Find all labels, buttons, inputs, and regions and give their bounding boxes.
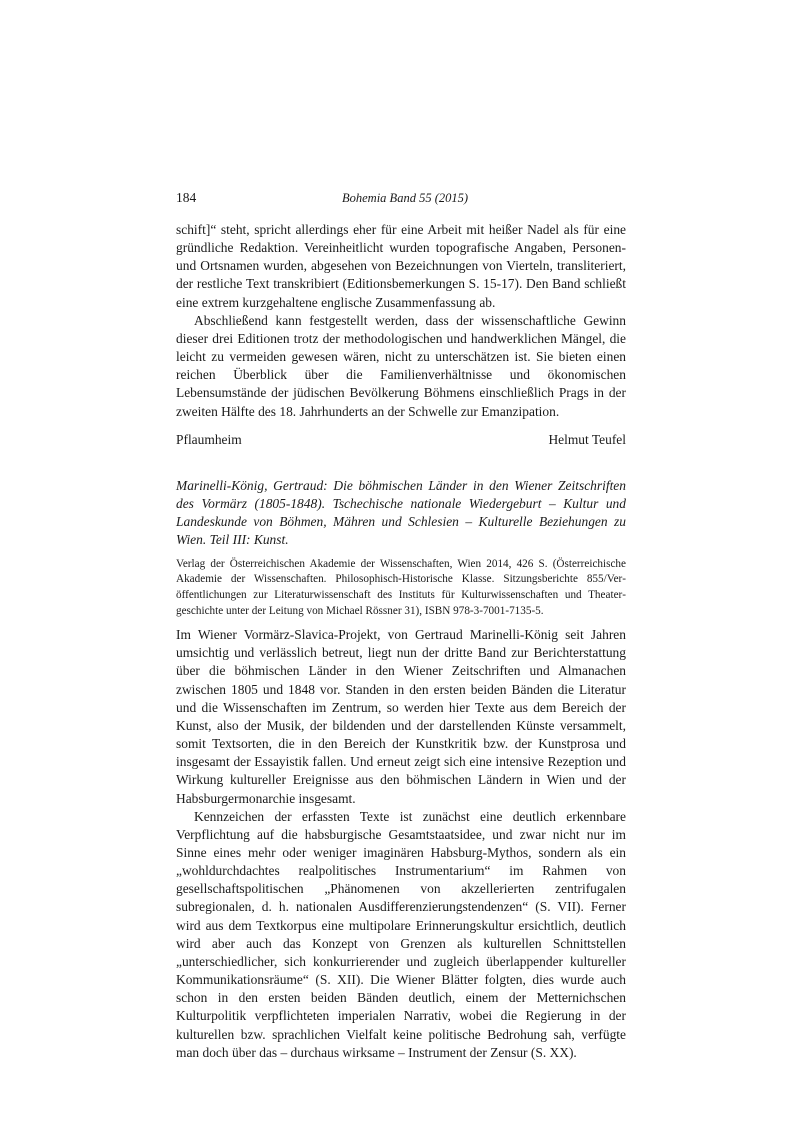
paragraph: Kennzeichen der erfassten Texte ist zunächst eine deutlich erkennbare Verpflichtung auf die habsburgische Gesamtstaatsidee, und zwar nicht nur im Sinne eines mehr oder weniger imaginären Habsburg-Mythos, sondern als ein „wohldurchdachtes realpolitisches Instrumentarium“ im Rahmen von gesellschaftspolitischen „Phänomenen von akzellerierten zentrifugalen subregionalen, d. h. nationalen Ausdifferenzierungstendenzen“ (S. VII). Ferner wird aus dem Textkorpus eine multipolare Erinnerungskultur ersichtlich, deutlich wird aber auch das Konzept von Grenzen als kulturellen Schnittstellen „unterschiedlicher, sich konkurrierender und zugleich überlappender kultureller Kommunikationsräume“ (S. XII). Die Wiener Blätter folgten, dies wurde auch schon in den ersten beiden Bänden deutlich, einem der Metternichschen Kulturpolitik verpflichteten imperialen Narrativ, wobei die Regierung in der kulturellen bzw. sprachlichen Vielfalt keine politische Bedrohung sah, verfügte man doch über das – durchaus wirksame – Instrument der Zensur (S. XX).: [176, 808, 626, 1060]
previous-review-ending: [176, 221, 626, 449]
paragraph: Im Wiener Vormärz-Slavica-Projekt, von Gertraud Marinelli-König seit Jahren umsichtig und verlässlich betreut, liegt nun der dritte Band zur Berichterstattung über die böhmischen Länder in den Wiener Zeitschriften und Almanachen zwischen 1805 und 1848 vor. Standen in den ersten beiden Bänden die Literatur und die Wissenschaften im Zentrum, so werden hier Texte aus dem Bereich der Kunst, also der Musik, der bildenden und der darstellenden Künste versammelt, somit Textsorten, die in den Bereich der Kunstkritik bzw. der Kunstprosa und insgesamt der Essayistik fallen. Und erneut zeigt sich eine intensive Rezeption und Wirkung kultureller Ereignisse aus den böhmischen Ländern in Wien und der Habsburgermonarchie insgesamt.: [176, 627, 626, 806]
review-entry: [176, 477, 626, 1062]
review-signature: [176, 431, 626, 449]
paragraph: schift]“ steht, spricht allerdings eher für eine Arbeit mit heißer Nadel als für eine gründliche Redaktion. Vereinheitlicht wurden topografische Angaben, Personen- und Ortsnamen wurden, abgesehen von Bezeichnungen von Vierteln, transliteriert, der restliche Text transkribiert (Editionsbemerkungen S. 15-17). Den Band schließt eine extrem kurzgehaltene englische Zusammenfassung ab.: [176, 222, 626, 310]
bibliographic-info: Verlag der Österreichischen Akademie der Wissenschaften, Wien 2014, 426 S. (Österreichische Akademie der Wissenschaften. Philosophisch-Historische Klasse. Sitzungsberichte 855/Veröffentlichungen zur Literaturwissenschaft des Instituts für Kulturwissenschaften und Theatergeschichte unter der Leitung von Michael Rössner 31), ISBN 978-3-7001-7135-5.: [176, 557, 626, 617]
review-body: [176, 626, 626, 1062]
reviewer-name: Helmut Teufel: [548, 431, 626, 447]
running-header: [176, 190, 626, 210]
reviewer-place: Pflaumheim: [176, 431, 242, 447]
journal-title: Bohemia Band 55 (2015): [342, 191, 469, 205]
paragraph: Abschließend kann festgestellt werden, dass der wissenschaftliche Gewinn dieser drei Editionen trotz der methodologischen und handwerklichen Mängel, die leicht zu vermeiden gewesen wären, nicht zu unterschätzen ist. Sie bieten einen reichen Überblick über die Familienverhältnisse und ökonomischen Lebensumstände der jüdischen Bevölkerung Böhmens einschließlich Prags in der zweiten Hälfte des 18. Jahrhunderts an der Schwelle zur Emanzipation.: [176, 312, 626, 419]
page-content: [176, 190, 626, 1062]
reviewed-book-title: Marinelli-König, Gertraud: Die böhmischen Länder in den Wiener Zeitschriften des Vormärz (1805-1848). Tschechische nationale Wiedergeburt – Kultur und Landeskunde von Böhmen, Mähren und Schlesien – Kulturelle Beziehungen zu Wien. Teil III: Kunst.: [176, 477, 626, 547]
page-number: 184: [176, 190, 197, 205]
